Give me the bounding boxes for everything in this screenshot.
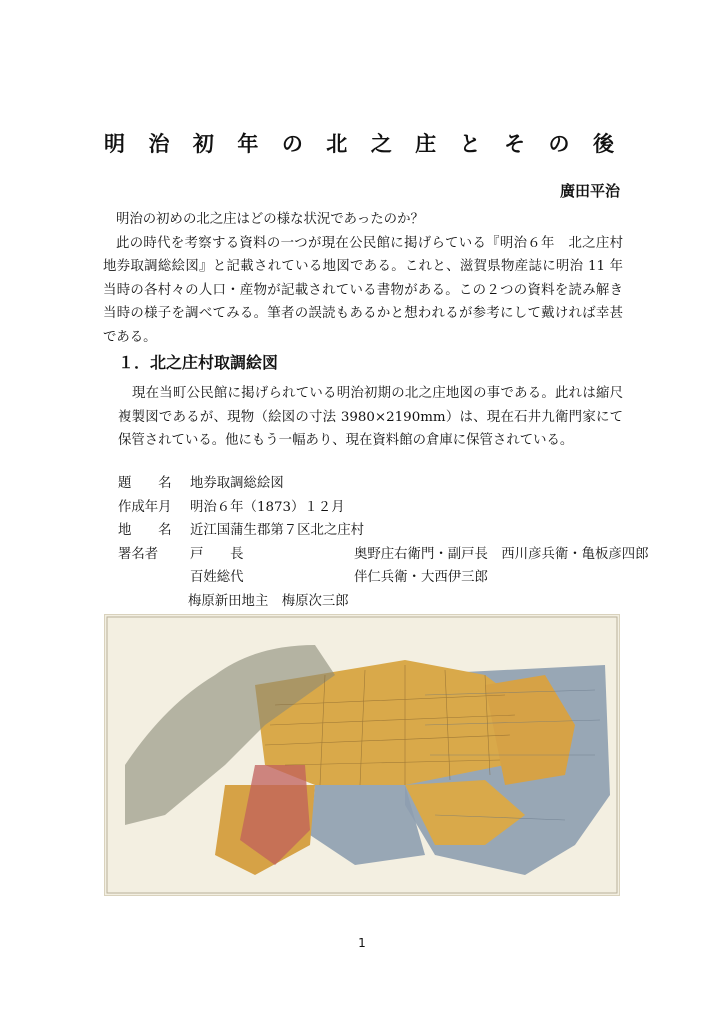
info-label: 署名者: [118, 546, 159, 562]
title-char: 明: [104, 132, 125, 156]
info-row-place: [118, 519, 649, 543]
signer-role: 戸 長: [190, 546, 244, 562]
title-char: そ: [504, 132, 526, 156]
info-value: 明治６年（1873）１２月: [190, 499, 345, 515]
info-row-date: [118, 496, 649, 520]
section-heading: １．北之庄村取調絵図: [118, 353, 279, 372]
signer-name: 伴仁兵衛・大西伊三郎: [354, 570, 488, 585]
signer-role: 百姓総代: [190, 570, 244, 585]
title-char: 之: [370, 132, 392, 156]
title-char: 年: [237, 132, 259, 156]
info-spacer: [118, 590, 188, 614]
info-spacer: [118, 566, 190, 590]
title-char: 北: [326, 132, 348, 156]
page-title: [104, 128, 614, 158]
author-name: 廣田平治: [559, 182, 620, 200]
title-char: 治: [148, 132, 170, 156]
title-char: の: [281, 132, 303, 156]
map-illustration: [105, 615, 619, 895]
info-value: 地券取調総絵図: [190, 476, 284, 491]
info-row-signer3: [118, 590, 649, 614]
info-row-signer2: [118, 566, 649, 590]
page-number: 1: [358, 936, 366, 950]
intro-body: 此の時代を考察する資料の一つが現在公民館に掲げらている『明治６年 北之庄村地券取調総絵図』と記載されている地図である。これと、滋賀県物産誌に明治 11 年当時の各村々の人口・産物が記載されている書物がある。この２つの資料を読み解き当時の様子を調べてみる。筆者の誤読もあるかと想われるが参考にして戴ければ幸甚である。: [103, 235, 623, 345]
section-body: 現在当町公民館に掲げられている明治初期の北之庄地図の事である。此れは縮尺複製図であるが、現物（絵図の寸法 3980×2190mm）は、現在石井九衛門家にて保管されている。他にもう一幅あり、現在資料館の倉庫に保管されている。: [118, 386, 623, 448]
map-info-table: [118, 472, 649, 613]
title-char: と: [459, 132, 481, 156]
info-label: 題 名: [118, 476, 172, 491]
title-char: 後: [592, 132, 614, 156]
info-row-signer1: [118, 543, 649, 567]
historical-map-image: [104, 614, 620, 896]
title-char: の: [548, 132, 570, 156]
intro-paragraph: [103, 208, 623, 349]
info-label: 作成年月: [118, 499, 172, 515]
info-label: 地 名: [118, 523, 172, 538]
intro-question: 明治の初めの北之庄はどの様な状況であったのか？: [116, 212, 424, 227]
signer-name: 梅原新田地主 梅原次三郎: [188, 593, 349, 609]
title-char: 庄: [415, 132, 437, 156]
section-paragraph: [118, 382, 623, 453]
info-value: 近江国蒲生郡第７区北之庄村: [190, 523, 365, 538]
title-char: 初: [192, 132, 214, 156]
info-row-title: [118, 472, 649, 496]
signer-name: 奥野庄右衛門・副戸長 西川彦兵衛・亀板彦四郎: [354, 546, 649, 562]
